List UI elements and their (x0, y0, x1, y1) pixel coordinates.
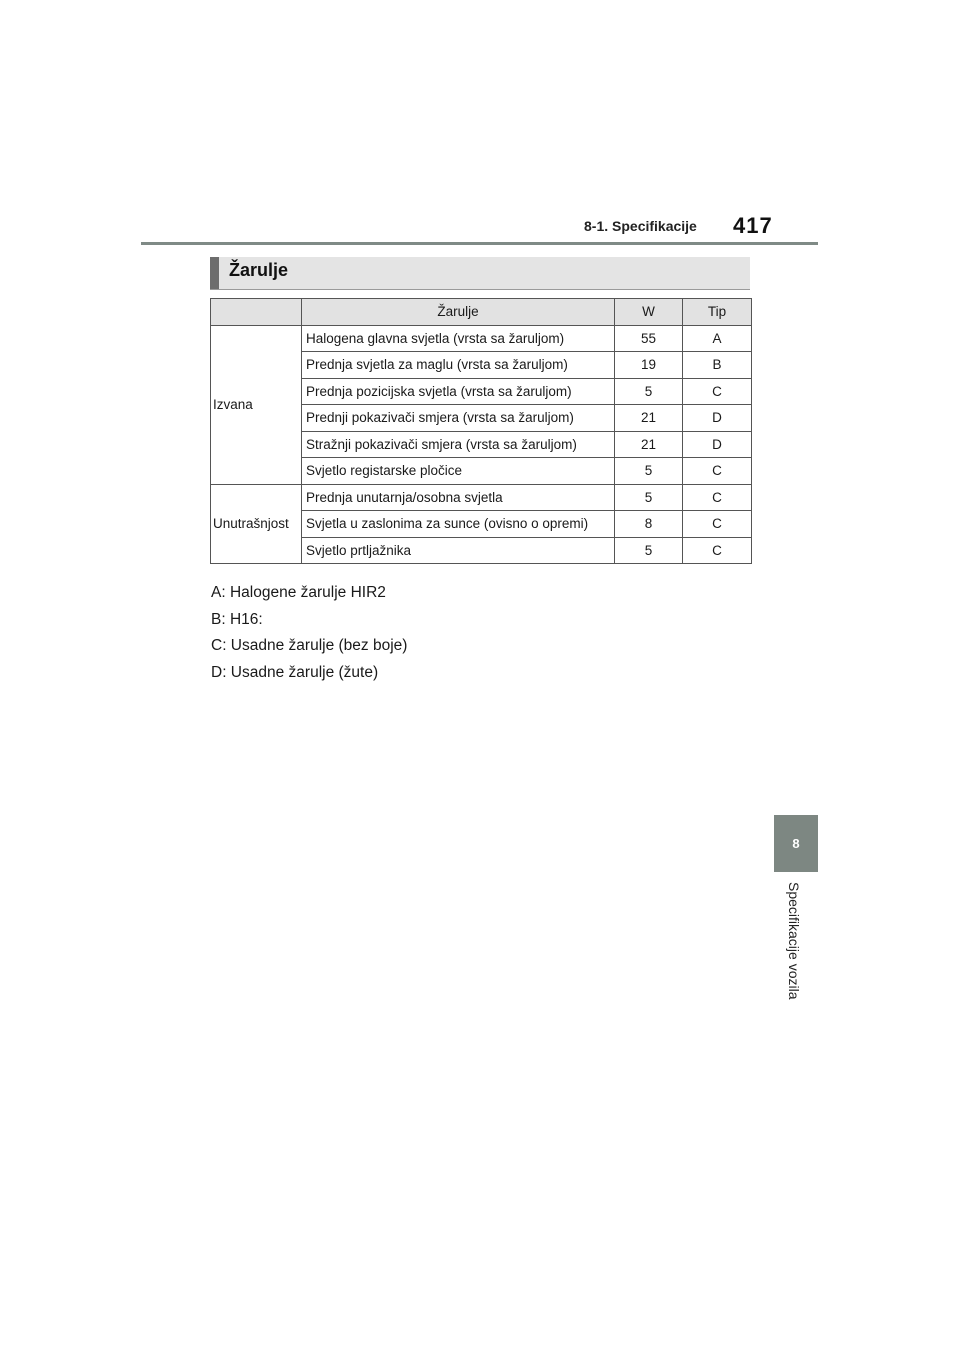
bulb-type: A (683, 325, 752, 352)
bulb-watt: 5 (615, 537, 683, 564)
column-header-group (211, 299, 302, 326)
section-title: Žarulje (229, 260, 289, 280)
chapter-tab (774, 815, 818, 872)
section-title-bar (210, 257, 750, 289)
bulb-watt: 5 (615, 378, 683, 405)
table-row (211, 325, 752, 352)
bulb-watt: 55 (615, 325, 683, 352)
bulb-name: Prednji pokazivači smjera (vrsta sa žaruljom) (302, 405, 615, 432)
bulb-type: C (683, 378, 752, 405)
bulb-watt: 5 (615, 484, 683, 511)
table-row (211, 484, 752, 511)
bulb-watt: 21 (615, 431, 683, 458)
table-header-row (211, 299, 752, 326)
bulb-watt: 5 (615, 458, 683, 485)
bulb-type: D (683, 405, 752, 432)
bulb-watt: 19 (615, 352, 683, 379)
bulb-type: C (683, 511, 752, 538)
legend-item: C: Usadne žarulje (bez boje) (211, 637, 408, 654)
column-header-bulb: Žarulje (302, 299, 615, 326)
bulb-type: B (683, 352, 752, 379)
bulb-name: Halogena glavna svjetla (vrsta sa žaruljom) (302, 325, 615, 352)
bulb-name: Svjetlo prtljažnika (302, 537, 615, 564)
chapter-heading: 8-1. Specifikacije (584, 218, 697, 234)
column-header-watt: W (615, 299, 683, 326)
legend-item: B: H16: (211, 610, 263, 628)
bulb-type: C (683, 484, 752, 511)
bulb-name: Prednja unutarnja/osobna svjetla (302, 484, 615, 511)
type-legend (211, 580, 407, 686)
column-header-type: Tip (683, 299, 752, 326)
bulb-type: D (683, 431, 752, 458)
legend-item: A: Halogene žarulje HIR2 (211, 584, 386, 601)
bulb-name: Svjetlo registarske pločice (302, 458, 615, 485)
chapter-tab-label: Specifikacije vozila (786, 882, 802, 1000)
bulb-watt: 21 (615, 405, 683, 432)
bulb-type: C (683, 458, 752, 485)
header-divider (141, 242, 818, 245)
bulb-name: Prednja svjetla za maglu (vrsta sa žaruljom) (302, 352, 615, 379)
bulb-name: Stražnji pokazivači smjera (vrsta sa žaruljom) (302, 431, 615, 458)
bulb-type: C (683, 537, 752, 564)
bulb-table (210, 298, 752, 564)
group-label-exterior: Izvana (211, 325, 302, 484)
bulb-watt: 8 (615, 511, 683, 538)
page-number: 417 (733, 213, 773, 238)
bulb-name: Svjetla u zaslonima za sunce (ovisno o opremi) (302, 511, 615, 538)
group-label-interior: Unutrašnjost (211, 484, 302, 564)
section-divider (210, 289, 750, 290)
bulb-name: Prednja pozicijska svjetla (vrsta sa žaruljom) (302, 378, 615, 405)
chapter-tab-number: 8 (792, 836, 800, 851)
legend-item: D: Usadne žarulje (žute) (211, 663, 379, 681)
